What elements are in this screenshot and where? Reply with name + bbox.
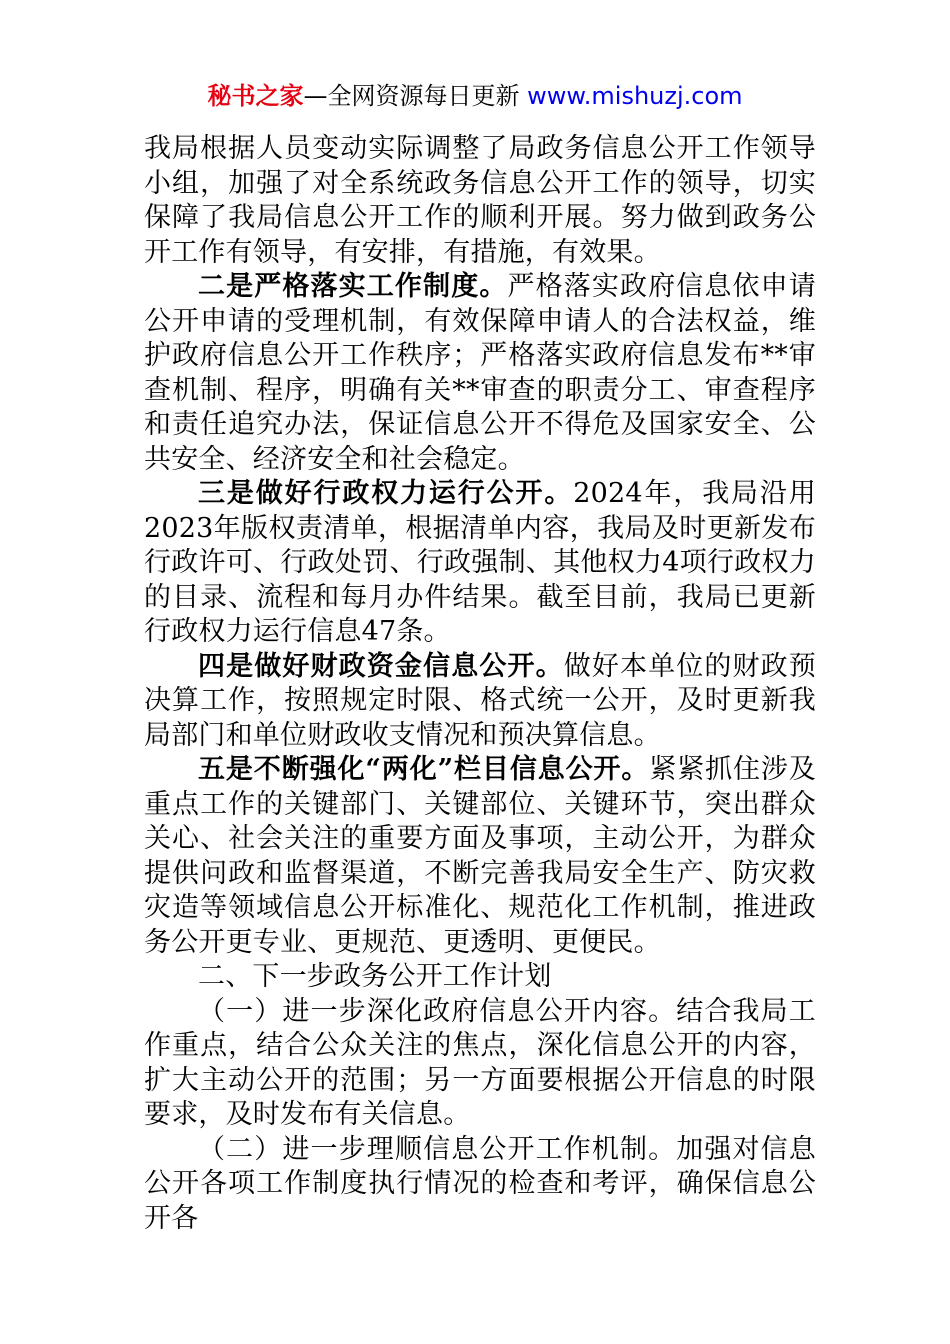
paragraph-4-lead: 四是做好财政资金信息公开。 [198,650,564,682]
header-url-link[interactable]: www.mishuzj.com [527,82,743,110]
paragraph-3-text: 2024年，我局沿用2023年版权责清单，根据清单内容，我局及时更新发布行政许可、行政处罚、行政强制、其他权力4项行政权力的目录、流程和每月办件结果。截至目前，我局已更新行政权力运行信息47条。 [144,478,816,647]
paragraph-7 [144,995,816,1133]
paragraph-3 [144,477,816,650]
header-slogan: —全网资源每日更新 [303,82,528,110]
paragraph-4-text: 做好本单位的财政预决算工作，按照规定时限、格式统一公开，及时更新我局部门和单位财政收支情况和预决算信息。 [144,650,816,751]
paragraph-1-text: 我局根据人员变动实际调整了局政务信息公开工作领导小组，加强了对全系统政务信息公开工作的领导，切实保障了我局信息公开工作的顺利开展。努力做到政务公开工作有领导，有安排，有措施，有效果。 [144,133,816,268]
paragraph-5-text: 紧紧抓住涉及重点工作的关键部门、关键部位、关键环节，突出群众关心、社会关注的重要方面及事项，主动公开，为群众提供问政和监督渠道，不断完善我局安全生产、防灾救灾造等领域信息公开标准化、规范化工作机制，推进政务公开更专业、更规范、更透明、更便民。 [144,754,816,958]
section-heading [144,960,816,995]
paragraph-3-lead: 三是做好行政权力运行公开。 [198,478,574,509]
paragraph-7-text: （一）进一步深化政府信息公开内容。结合我局工作重点，结合公众关注的焦点，深化信息公开的内容，扩大主动公开的范围；另一方面要根据公开信息的时限要求，及时发布有关信息。 [144,995,816,1130]
header-brand: 秘书之家 [207,82,304,110]
document-body [144,132,816,1236]
paragraph-2-lead: 二是严格落实工作制度。 [198,271,508,302]
paragraph-2-text: 严格落实政府信息依申请公开申请的受理机制，有效保障申请人的合法权益，维护政府信息公开工作秩序；严格落实政府信息发布**审查机制、程序，明确有关**审查的职责分工、审查程序和责任追究办法，保证信息公开不得危及国家安全、公共安全、经济安全和社会稳定。 [144,271,816,475]
page-header [0,78,950,114]
section-heading-text: 二、下一步政务公开工作计划 [198,961,552,992]
paragraph-8 [144,1133,816,1237]
paragraph-8-text: （二）进一步理顺信息公开工作机制。加强对信息公开各项工作制度执行情况的检查和考评，确保信息公开各 [144,1133,816,1234]
paragraph-4 [144,650,816,754]
paragraph-5 [144,753,816,960]
paragraph-2 [144,270,816,477]
paragraph-5-lead: 五是不断强化“两化”栏目信息公开。 [198,754,650,785]
paragraph-1 [144,132,816,270]
